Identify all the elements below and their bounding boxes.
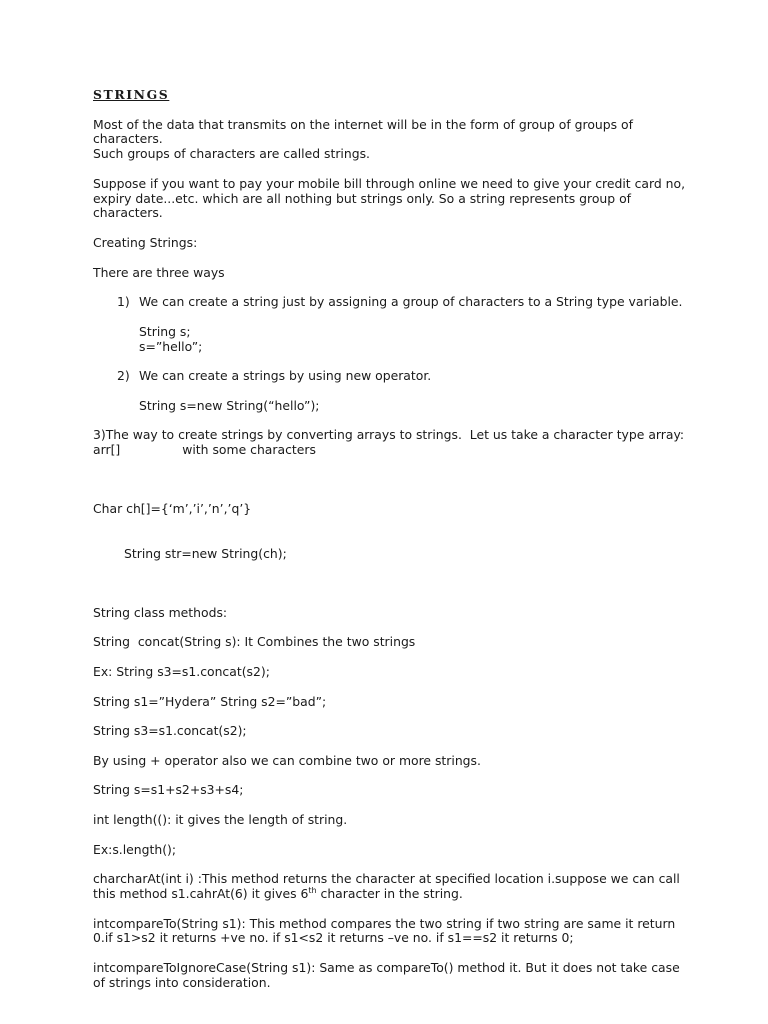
plus-operator-example: String s=s1+s2+s3+s4; [93,782,244,798]
way-1-text: We can create a string just by assigning a group of characters to a String type variable. [139,294,683,310]
charat-text-b: character in the string. [316,886,463,902]
charat-paragraph [93,872,693,902]
length-description: int length((): it gives the length of string. [93,812,348,828]
s1-s2-declaration: String s1=”Hydera” String s2=”bad”; [93,693,327,709]
way-3-paragraph [93,428,693,458]
compareto-paragraph: intcompareTo(String s1): This method compares the two string if two string are same it return 0.if s1>s2 it returns +ve no. if s1<s2 it returns –ve no. if s1==s2 it returns 0; [93,915,680,946]
three-ways-text: There are three ways [93,264,225,280]
compareto-ignorecase-paragraph: intcompareToIgnoreCase(String s1): Same as compareTo() method it. But it does not take case of strings into consideration. [93,960,684,990]
length-example: Ex:s.length(); [93,841,177,857]
way-3-text-a: 3)The way to create strings by converting arrays to strings. Let us take a character type array: arr[] [93,427,689,458]
plus-operator-text: By using + operator also we can combine two or more strings. [93,752,481,768]
way-1-item [93,295,693,310]
creating-strings-heading: Creating Strings: [93,234,198,250]
doc-heading: STRINGS [93,87,170,102]
document-page [93,88,693,1005]
concat-example: Ex: String s3=s1.concat(s2); [93,664,270,680]
bill-paragraph: Suppose if you want to pay your mobile bill through online we need to give your credit card no, expiry date...etc. which are all nothing but strings only. So a string represents group of characters. [93,175,689,221]
way-1-number: 1) [117,294,130,310]
way-3-text-b: with some characters [182,442,316,458]
char-array-line-1: Char ch[]={‘m’,’i’,’n’,’q’} [93,501,252,517]
way-1-code [93,325,693,355]
way-2-number: 2) [117,368,130,384]
intro-line-1: Most of the data that transmits on the internet will be in the form of group of groups of characters. [93,116,637,147]
intro-line-2: Such groups of characters are called strings. [93,146,370,162]
way-2-text: We can create a strings by using new operator. [139,368,432,384]
charat-superscript: th [308,885,317,895]
way-2-code [93,399,693,414]
s3-concat-line: String s3=s1.concat(s2); [93,723,247,739]
methods-heading: String class methods: [93,604,228,620]
way-1-code-line-2: s=”hello”; [139,338,203,354]
concat-description: String concat(String s): It Combines the two strings [93,634,416,650]
char-array-block [93,473,693,591]
way-2-item [93,369,693,384]
way-2-code-line: String s=new String(“hello”); [139,397,320,413]
charat-text-a: charcharAt(int i) :This method returns the character at specified location i.suppose we can call this method s1.cahrAt(6) it gives 6 [93,871,684,902]
char-array-line-2: String str=new String(ch); [124,545,287,561]
way-1-code-line-1: String s; [139,323,191,339]
